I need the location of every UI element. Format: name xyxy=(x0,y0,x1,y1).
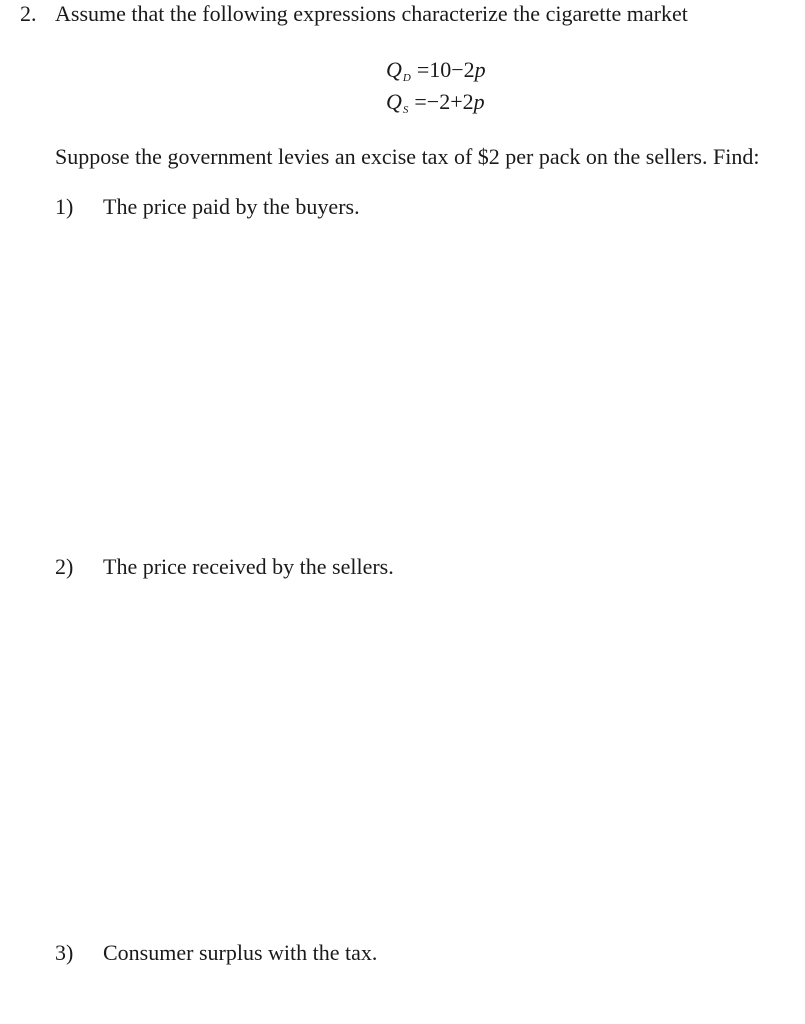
equations-block xyxy=(386,54,486,118)
part-3 xyxy=(55,939,377,967)
supply-equation xyxy=(386,86,486,118)
equation-rhs: =−2+2p xyxy=(414,89,485,114)
part-text: The price paid by the buyers. xyxy=(103,194,360,219)
equation-variable: Q xyxy=(386,89,402,114)
part-text: The price received by the sellers. xyxy=(103,554,394,579)
part-number: 1) xyxy=(55,194,74,219)
question-prompt: Suppose the government levies an excise tax of $2 per pack on the sellers. Find: xyxy=(55,144,760,169)
question-number: 2. xyxy=(20,1,37,26)
question-intro: Assume that the following expressions characterize the cigarette market xyxy=(55,1,688,26)
demand-equation xyxy=(386,54,486,86)
equation-subscript: S xyxy=(402,104,409,116)
part-text: Consumer surplus with the tax. xyxy=(103,940,378,965)
equation-rhs: =10−2p xyxy=(416,57,486,82)
equation-subscript: D xyxy=(402,72,411,84)
part-number: 2) xyxy=(55,554,74,579)
part-number: 3) xyxy=(55,940,74,965)
part-2 xyxy=(55,553,394,581)
equation-variable: Q xyxy=(386,57,402,82)
part-1 xyxy=(55,193,360,221)
